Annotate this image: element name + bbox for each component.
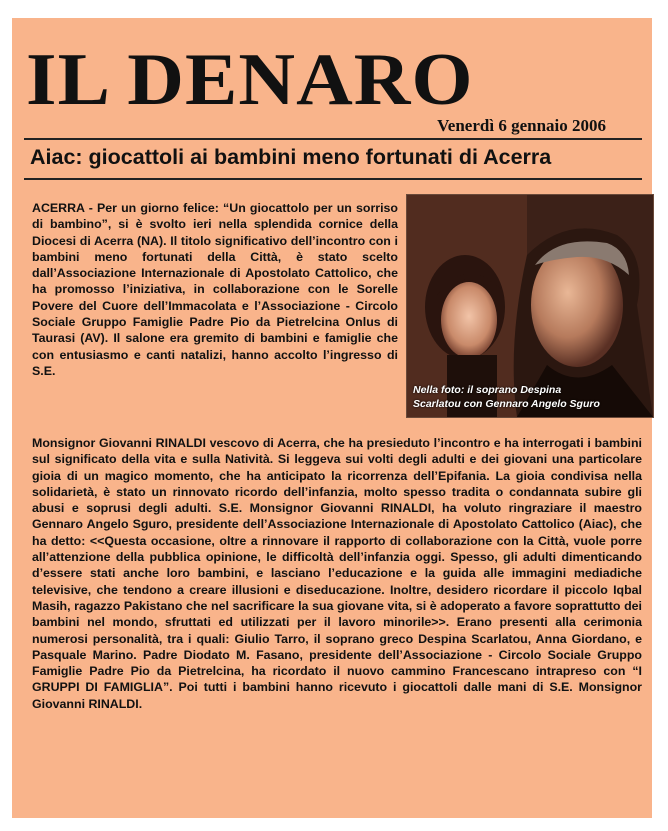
article-paragraph-1: ACERRA - Per un giorno felice: “Un giocattolo per un sorriso di bambino”, si è svolto ieri nella splendida cornice della Diocesi di Acerra (NA). Il titolo significativo dell’incontro con i bambini meno fortunati della Città, è stato scelto dall’Associazione Internazionale di Apostolato Cattolico, che ha promosso l’iniziativa, in collaborazione con le Sorelle Povere del Cuore dell’Immacolata e l’Associazione - Circolo Sociale Gruppo Famiglie Padre Pio da Pietrelcina Onlus di Taurasi (AV). Il salone era gremito di bambini e famiglie che con entusiasmo e canti natalizi, hanno accolto l’ingresso di S.E. (32, 201, 398, 378)
photo-caption (413, 383, 600, 411)
article-headline: Aiac: giocattoli ai bambini meno fortunati di Acerra (30, 145, 552, 169)
photo-caption-line2: Scarlatou con Gennaro Angelo Sguro (413, 398, 600, 410)
article-body-full (32, 435, 642, 712)
headline-top-rule (24, 138, 642, 140)
photo-caption-line1: Nella foto: il soprano Despina (413, 384, 562, 396)
newspaper-clipping (12, 18, 652, 818)
article-body-column (32, 200, 398, 379)
newspaper-title: IL DENARO (26, 39, 474, 121)
article-photo (406, 194, 654, 418)
article-paragraph-2: Monsignor Giovanni RINALDI vescovo di Acerra, che ha presieduto l’incontro e ha interrogati i bambini sul significato della vita e sulla Natività. Si leggeva sui volti degli adulti e dei giovani una particolare gioia di un magico momento, che ha anticipato la ricorrenza dell’Epifania. La gioia condivisa nella solidarietà, è stato un rinnovato ricordo dell’infanzia, molto spesso tradita o condannata subire gli abusi e soprusi degli adulti. S.E. Monsignor Giovanni RINALDI, ha voluto ringraziare il maestro Gennaro Angelo Sguro, presidente dell’Associazione Internazionale di Apostolato Cattolico (Aiac), che ha detto: <<Questa occasione, oltre a rinnovare il rapporto di collaborazione con la Città, vuole porre all’attenzione della pubblica opinione, le difficoltà dell’infanzia oggi. Spesso, gli adulti dimenticando d’essere stati anche loro bambini, e lasciano l’educazione e la guida alle immagini mediadiche televisive, che tendono a creare illusioni e diseducazione. Inoltre, desidero ricordare il piccolo Iqbal Masih, ragazzo Pakistano che nel sacrificare la sua giovane vita, si è adoperato a favore soprattutto dei bambini nel mondo, sfruttati ed utilizzati per il lavoro minorile>>. Erano presenti alla cerimonia numerosi personalità, tra i quali: Giulio Tarro, il soprano greco Despina Scarlatou, Anna Giordano, e Pasquale Marino. Padre Diodato M. Fasano, presidente dell’Associazione - Circolo Sociale Gruppo Famiglie Padre Pio da Pietrelcina, ha ricordato il nuovo cammino Francescano intrapreso con “I GRUPPI DI FAMIGLIA”. Poi tutti i bambini hanno ricevuto i giocattoli dalle mani di S.E. Monsignor Giovanni RINALDI. (32, 436, 642, 711)
headline-bottom-rule (24, 178, 642, 180)
masthead (26, 30, 626, 138)
publication-date: Venerdì 6 gennaio 2006 (437, 116, 606, 135)
